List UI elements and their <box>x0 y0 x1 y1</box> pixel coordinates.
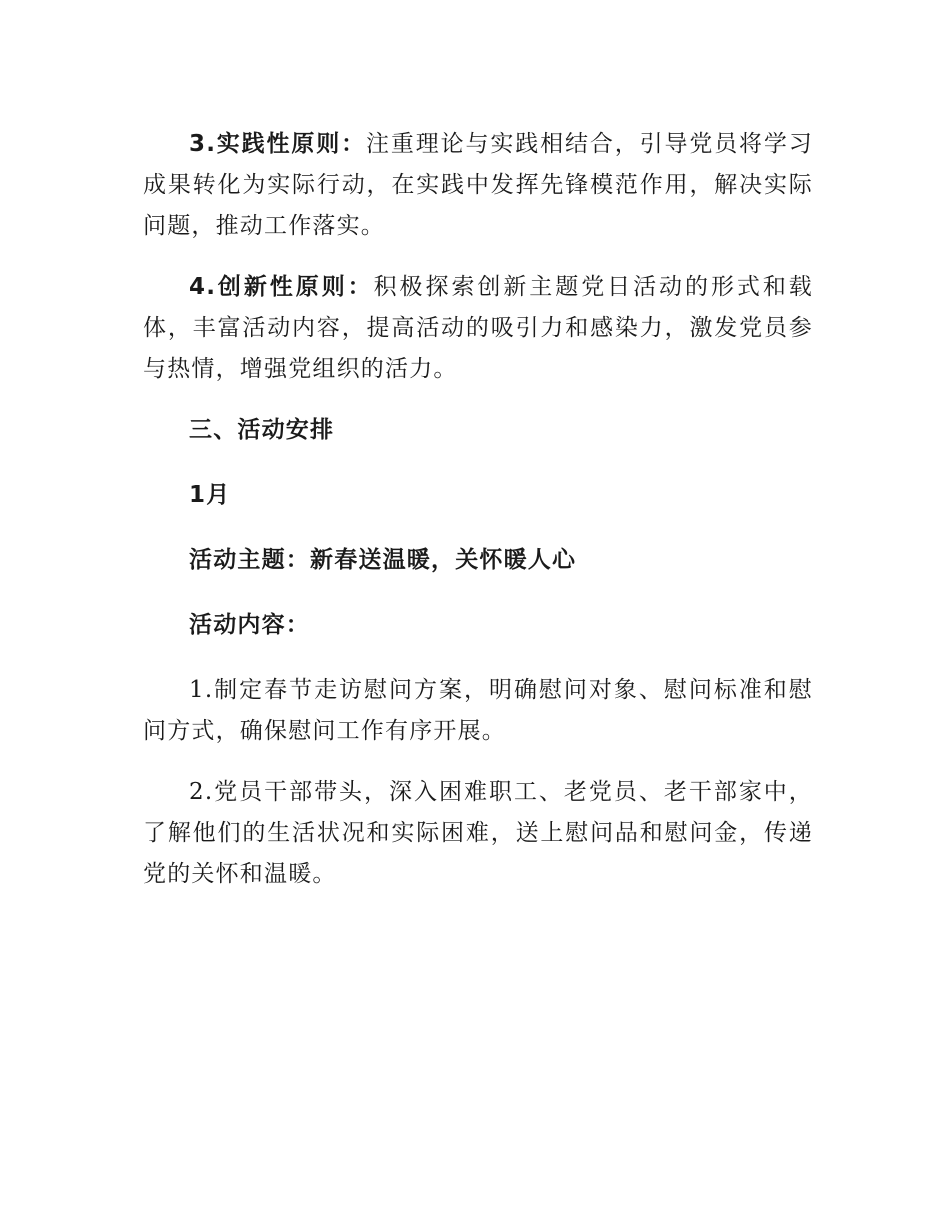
month-heading: 1月 <box>189 482 231 508</box>
activity-item-2: 2.党员干部带头，深入困难职工、老党员、老干部家中，了解他们的生活状况和实际困难，送上慰问品和慰问金，传递党的关怀和温暖。 <box>143 779 813 887</box>
section-heading: 三、活动安排 <box>189 417 335 443</box>
activity-content-label: 活动内容： <box>189 612 310 638</box>
document-page <box>143 124 813 915</box>
activity-item-1: 1.制定春节走访慰问方案，明确慰问对象、慰问标准和慰问方式，确保慰问工作有序开展。 <box>143 677 813 744</box>
principle-innovation-text: 积极探索创新主题党日活动的形式和载体，丰富活动内容，提高活动的吸引力和感染力，激发党员参与热情，增强党组织的活力。 <box>143 274 813 382</box>
principle-innovation-paragraph <box>143 267 813 390</box>
principle-practice-text: 注重理论与实践相结合，引导党员将学习成果转化为实际行动，在实践中发挥先锋模范作用，解决实际问题，推动工作落实。 <box>143 131 813 239</box>
principle-practice-paragraph <box>143 124 813 247</box>
principle-innovation-label: 4.创新性原则： <box>189 274 374 300</box>
activity-theme: 活动主题：新春送温暖，关怀暖人心 <box>189 547 577 573</box>
principle-practice-label: 3.实践性原则： <box>189 131 367 157</box>
